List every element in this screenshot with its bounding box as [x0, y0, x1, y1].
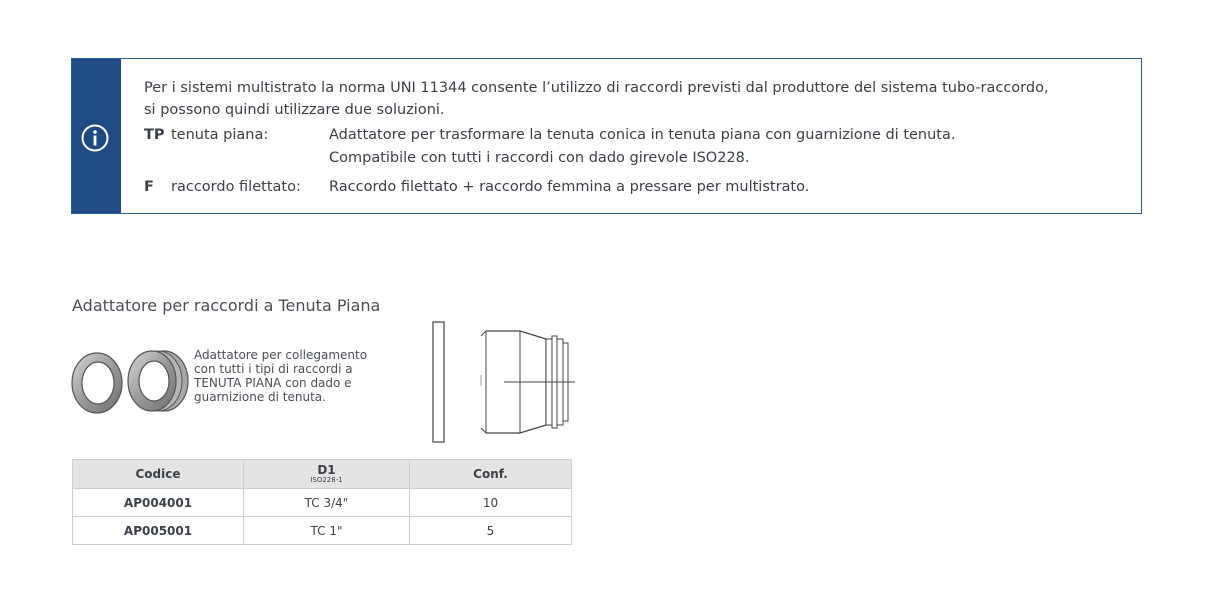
table-row: [73, 489, 572, 517]
description-line: con tutti i tipi di raccordi a: [194, 362, 353, 376]
info-intro: [144, 77, 1049, 121]
header-d1: [244, 460, 410, 489]
option-f: [144, 179, 1134, 201]
product-table: [72, 459, 572, 545]
cell-d1: TC 1": [244, 517, 410, 545]
cell-codice: AP004001: [73, 489, 244, 517]
product-description: [194, 348, 394, 404]
description-line: Adattatore per collegamento: [194, 348, 368, 362]
option-desc: Adattatore per trasformare la tenuta conica in tenuta piana con guarnizione di tenuta.: [329, 127, 956, 143]
header-codice: Codice: [73, 460, 244, 489]
option-label: tenuta piana:: [171, 127, 269, 143]
option-desc: Raccordo filettato + raccordo femmina a pressare per multistrato.: [329, 179, 810, 195]
header-d1-sub: ISO228-1: [310, 476, 343, 484]
info-line-1: Per i sistemi multistrato la norma UNI 11344 consente l’utilizzo di raccordi previsti dal produttore del sistema tubo-raccordo,: [144, 80, 1049, 96]
header-d1-label: D1: [317, 463, 336, 477]
product-image: [70, 345, 190, 417]
table-row: [73, 517, 572, 545]
info-line-2: si possono quindi utilizzare due soluzioni.: [144, 102, 445, 118]
cell-d1: TC 3/4": [244, 489, 410, 517]
header-conf: Conf.: [410, 460, 572, 489]
option-desc-2: Compatibile con tutti i raccordi con dado girevole ISO228.: [329, 150, 750, 166]
option-label: raccordo filettato:: [171, 179, 301, 195]
cell-conf: 5: [410, 517, 572, 545]
technical-drawing: [428, 320, 578, 445]
info-box: [71, 58, 1142, 214]
section-title: Adattatore per raccordi a Tenuta Piana: [72, 296, 381, 315]
description-line: TENUTA PIANA con dado e: [194, 376, 352, 390]
option-code: TP: [144, 127, 165, 143]
option-tp: [144, 127, 1134, 171]
description-line: guarnizione di tenuta.: [194, 390, 326, 404]
table-header-row: [73, 460, 572, 489]
cell-codice: AP005001: [73, 517, 244, 545]
cell-conf: 10: [410, 489, 572, 517]
option-code: F: [144, 179, 154, 195]
info-sidebar: [72, 59, 121, 213]
info-icon: [80, 123, 110, 153]
